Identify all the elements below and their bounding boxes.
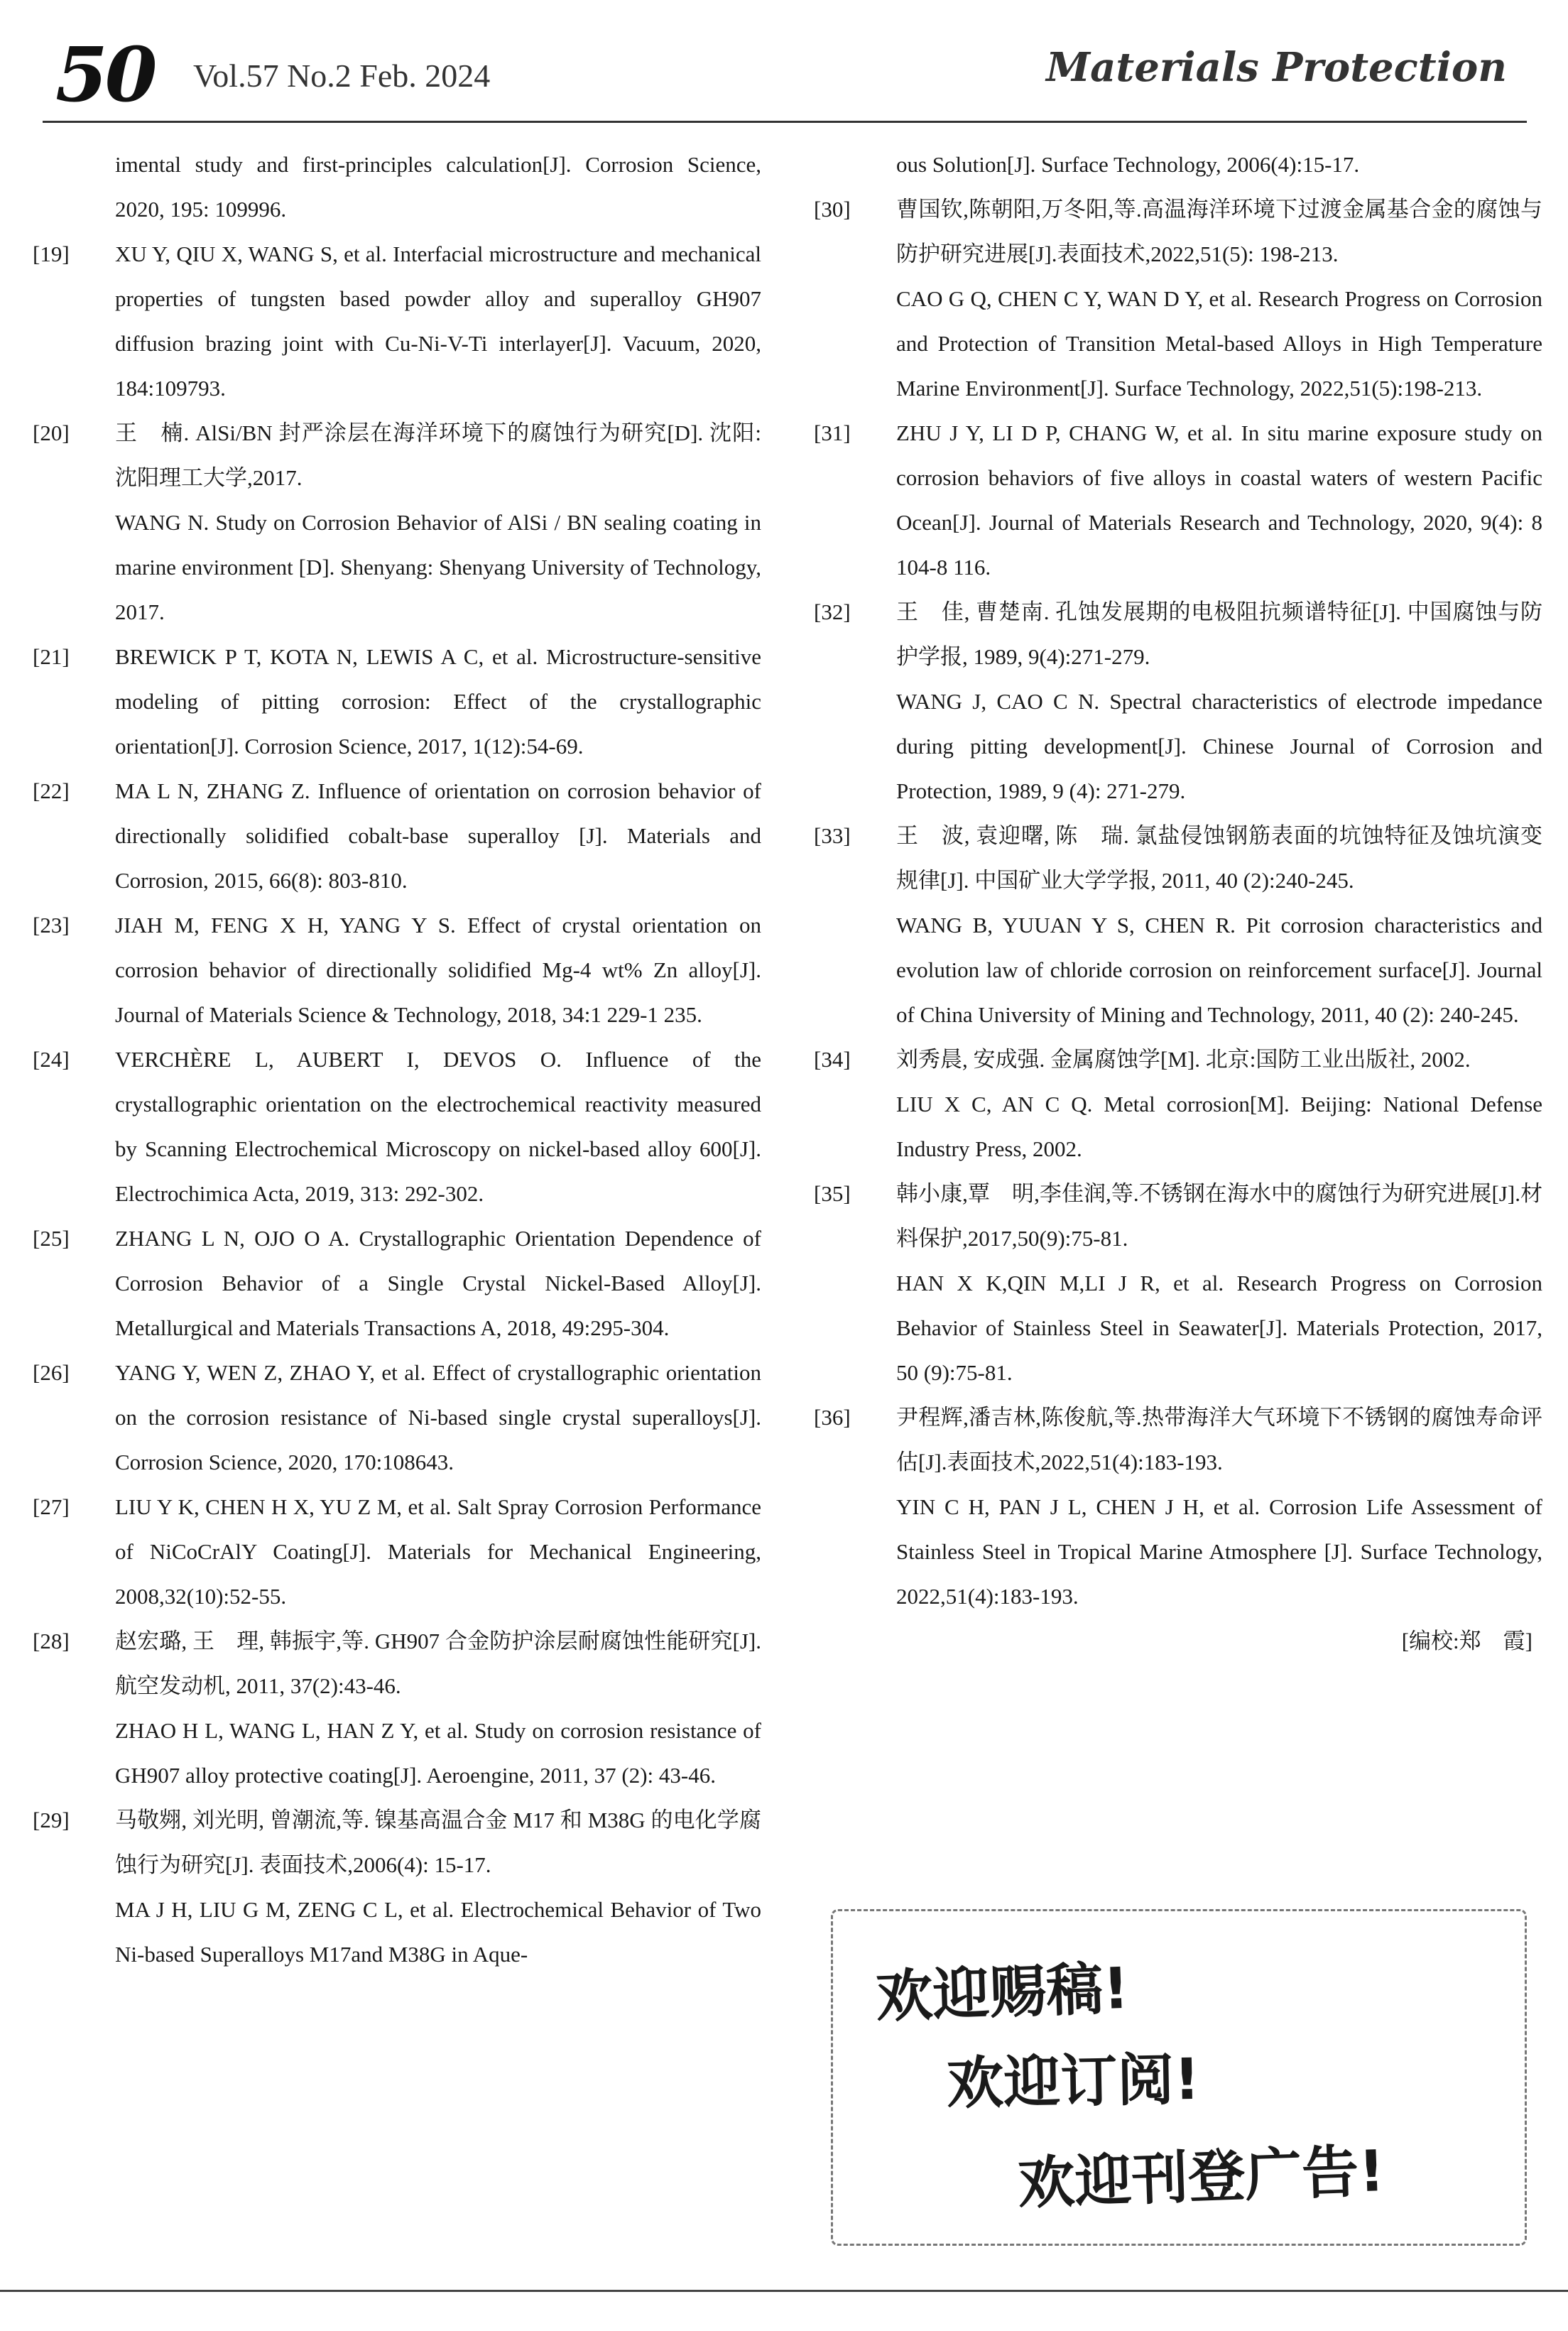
reference-entry (30, 768, 761, 903)
page-number: 50 (55, 30, 155, 119)
ad-line-welcome-subscriptions: 欢迎订阅! (946, 2045, 1201, 2117)
reference-text (896, 142, 1542, 187)
reference-line: JIAH M, FENG X H, YANG Y S. Effect of crystal orientation on corrosion behavior of directionally solidified Mg-4 wt% Zn alloy[J]. Journal of Materials Science & Technology, 2018, 34:1 229-1 235. (115, 913, 761, 1027)
reference-entry (811, 589, 1542, 813)
reference-line: 王 佳, 曹楚南. 孔蚀发展期的电极阻抗频谱特征[J]. 中国腐蚀与防护学报, 1989, 9(4):271-279. (896, 599, 1542, 669)
reference-entry (30, 232, 761, 411)
reference-text (115, 1350, 761, 1484)
reference-number: [34] (814, 1047, 851, 1072)
right-column-references (811, 142, 1542, 1663)
reference-line: ZHAO H L, WANG L, HAN Z Y, et al. Study on corrosion resistance of GH907 alloy protective coating[J]. Aeroengine, 2011, 37 (2): 43-46. (115, 1718, 761, 1788)
reference-entry (30, 142, 761, 232)
volume-info: Vol.57 No.2 Feb. 2024 (193, 58, 491, 94)
reference-line: XU Y, QIU X, WANG S, et al. Interfacial microstructure and mechanical properties of tungsten based powder alloy and superalloy GH907 diffusion brazing joint with Cu-Ni-V-Ti interlayer[J]. Vacuum, 2020, 184:109793. (115, 241, 761, 401)
reference-line: WANG J, CAO C N. Spectral characteristics of electrode impedance during pitting development[J]. Chinese Journal of Corrosion and Protection, 1989, 9 (4): 271-279. (896, 689, 1542, 803)
reference-entry (30, 1037, 761, 1216)
page-header (0, 0, 1568, 142)
reference-number: [25] (33, 1226, 70, 1251)
reference-text (896, 1037, 1542, 1171)
reference-number: [33] (814, 823, 851, 848)
reference-entry (30, 1619, 761, 1798)
reference-text (115, 1037, 761, 1216)
reference-entry (811, 1395, 1542, 1619)
reference-entry (811, 1171, 1542, 1395)
reference-text (896, 1395, 1542, 1619)
reference-line: WANG N. Study on Corrosion Behavior of AlSi / BN sealing coating in marine environment [D]. Shenyang: Shenyang University of Technology, 2017. (115, 510, 761, 624)
reference-line: LIU X C, AN C Q. Metal corrosion[M]. Beijing: National Defense Industry Press, 2002. (896, 1092, 1542, 1161)
ad-line-welcome-submissions: 欢迎赐稿! (874, 1955, 1131, 2031)
reference-line: YANG Y, WEN Z, ZHAO Y, et al. Effect of crystallographic orientation on the corrosion resistance of Ni-based single crystal superalloys[J]. Corrosion Science, 2020, 170:108643. (115, 1360, 761, 1474)
editor-note: [编校:郑 霞] (1401, 1629, 1532, 1653)
reference-text (115, 1216, 761, 1350)
reference-line: imental study and first-principles calculation[J]. Corrosion Science, 2020, 195: 109996. (115, 152, 761, 222)
reference-line: 刘秀晨, 安成强. 金属腐蚀学[M]. 北京:国防工业出版社, 2002. (896, 1047, 1471, 1072)
reference-number: [35] (814, 1181, 851, 1206)
reference-text (115, 1798, 761, 1977)
reference-number: [22] (33, 778, 70, 803)
reference-entry (811, 1037, 1542, 1171)
reference-line: 尹程辉,潘吉林,陈俊航,等.热带海洋大气环境下不锈钢的腐蚀寿命评估[J].表面技术,2022,51(4):183-193. (896, 1405, 1542, 1474)
reference-line: CAO G Q, CHEN C Y, WAN D Y, et al. Research Progress on Corrosion and Protection of Transition Metal-based Alloys in High Temperature Marine Environment[J]. Surface Technology, 2022,51(5):198-213. (896, 286, 1542, 401)
reference-text (896, 1171, 1542, 1395)
header-rule (43, 121, 1527, 123)
reference-number: [19] (33, 241, 70, 266)
reference-line: MA J H, LIU G M, ZENG C L, et al. Electrochemical Behavior of Two Ni-based Superalloys M17and M38G in Aque- (115, 1897, 761, 1967)
reference-line: 马敬翙, 刘光明, 曾潮流,等. 镍基高温合金 M17 和 M38G 的电化学腐蚀行为研究[J]. 表面技术,2006(4): 15-17. (115, 1808, 761, 1877)
reference-line: 赵宏璐, 王 理, 韩振宇,等. GH907 合金防护涂层耐腐蚀性能研究[J]. 航空发动机, 2011, 37(2):43-46. (115, 1629, 761, 1698)
reference-number (811, 142, 896, 187)
reference-text (115, 768, 761, 903)
reference-number: [26] (33, 1360, 70, 1385)
reference-line: 王 楠. AlSi/BN 封严涂层在海洋环境下的腐蚀行为研究[D]. 沈阳: 沈阳理工大学,2017. (115, 420, 761, 490)
reference-text (115, 411, 761, 634)
reference-entry (30, 1216, 761, 1350)
reference-line: ZHU J Y, LI D P, CHANG W, et al. In situ marine exposure study on corrosion behaviors of five alloys in coastal waters of western Pacific Ocean[J]. Journal of Materials Research and Technology, 2020, 9(4): 8 104-8 116. (896, 420, 1542, 580)
reference-text (115, 634, 761, 768)
reference-number: [28] (33, 1629, 70, 1653)
reference-line: YIN C H, PAN J L, CHEN J H, et al. Corrosion Life Assessment of Stainless Steel in Tropical Marine Atmosphere [J]. Surface Technology, 2022,51(4):183-193. (896, 1494, 1542, 1609)
reference-number: [36] (814, 1405, 851, 1430)
reference-entry (30, 1350, 761, 1484)
reference-text (115, 232, 761, 411)
reference-entry (30, 1798, 761, 1977)
reference-number: [21] (33, 644, 70, 669)
reference-number: [31] (814, 420, 851, 445)
reference-text (115, 142, 761, 232)
reference-number: [30] (814, 197, 851, 222)
reference-text (896, 813, 1542, 1037)
reference-number: [20] (33, 420, 70, 445)
reference-line: 韩小康,覃 明,李佳润,等.不锈钢在海水中的腐蚀行为研究进展[J].材料保护,2017,50(9):75-81. (896, 1181, 1542, 1251)
reference-entry (811, 411, 1542, 589)
reference-line: VERCHÈRE L, AUBERT I, DEVOS O. Influence of the crystallographic orientation on the electrochemical reactivity measured by Scanning Electrochemical Microscopy on nickel-based alloy 600[J]. Electrochimica Acta, 2019, 313: 292-302. (115, 1047, 761, 1206)
reference-line: ous Solution[J]. Surface Technology, 2006(4):15-17. (896, 152, 1360, 177)
reference-text (115, 903, 761, 1037)
reference-line: 曹国钦,陈朝阳,万冬阳,等.高温海洋环境下过渡金属基合金的腐蚀与防护研究进展[J].表面技术,2022,51(5): 198-213. (896, 197, 1542, 266)
reference-entry (811, 142, 1542, 187)
reference-entry (30, 411, 761, 634)
reference-number: [27] (33, 1494, 70, 1519)
footer-rule (0, 2290, 1568, 2292)
reference-number: [24] (33, 1047, 70, 1072)
reference-entry (30, 1484, 761, 1619)
reference-line: MA L N, ZHANG Z. Influence of orientation on corrosion behavior of directionally solidified cobalt-base superalloy [J]. Materials and Corrosion, 2015, 66(8): 803-810. (115, 778, 761, 893)
reference-entry (811, 187, 1542, 411)
reference-text (896, 589, 1542, 813)
reference-text (115, 1619, 761, 1798)
reference-entry (30, 903, 761, 1037)
left-column-references (30, 142, 761, 1977)
reference-entry (811, 813, 1542, 1037)
reference-line: WANG B, YUUAN Y S, CHEN R. Pit corrosion characteristics and evolution law of chloride corrosion on reinforcement surface[J]. Journal of China University of Mining and Technology, 2011, 40 (2): 240-245. (896, 913, 1542, 1027)
reference-number: [29] (33, 1808, 70, 1832)
reference-text (896, 187, 1542, 411)
reference-line: LIU Y K, CHEN H X, YU Z M, et al. Salt Spray Corrosion Performance of NiCoCrAlY Coating[J]. Materials for Mechanical Engineering, 2008,32(10):52-55. (115, 1494, 761, 1609)
reference-number: [23] (33, 913, 70, 938)
reference-number: [32] (814, 599, 851, 624)
reference-text (896, 411, 1542, 589)
advertisement-box (831, 1909, 1527, 2246)
reference-line: 王 波, 袁迎曙, 陈 瑞. 氯盐侵蚀钢筋表面的坑蚀特征及蚀坑演变规律[J]. 中国矿业大学学报, 2011, 40 (2):240-245. (896, 823, 1542, 893)
reference-text (115, 1484, 761, 1619)
ad-line-welcome-ads: 欢迎刊登广告! (1016, 2138, 1386, 2217)
journal-name: Materials Protection (1046, 44, 1507, 91)
reference-line: ZHANG L N, OJO O A. Crystallographic Orientation Dependence of Corrosion Behavior of a Single Crystal Nickel-Based Alloy[J]. Metallurgical and Materials Transactions A, 2018, 49:295-304. (115, 1226, 761, 1340)
reference-line: HAN X K,QIN M,LI J R, et al. Research Progress on Corrosion Behavior of Stainless Steel in Seawater[J]. Materials Protection, 2017, 50 (9):75-81. (896, 1271, 1542, 1385)
reference-entry (30, 634, 761, 768)
reference-line: BREWICK P T, KOTA N, LEWIS A C, et al. Microstructure-sensitive modeling of pitting corrosion: Effect of the crystallographic orientation[J]. Corrosion Science, 2017, 1(12):54-69. (115, 644, 761, 759)
reference-number (30, 142, 115, 232)
